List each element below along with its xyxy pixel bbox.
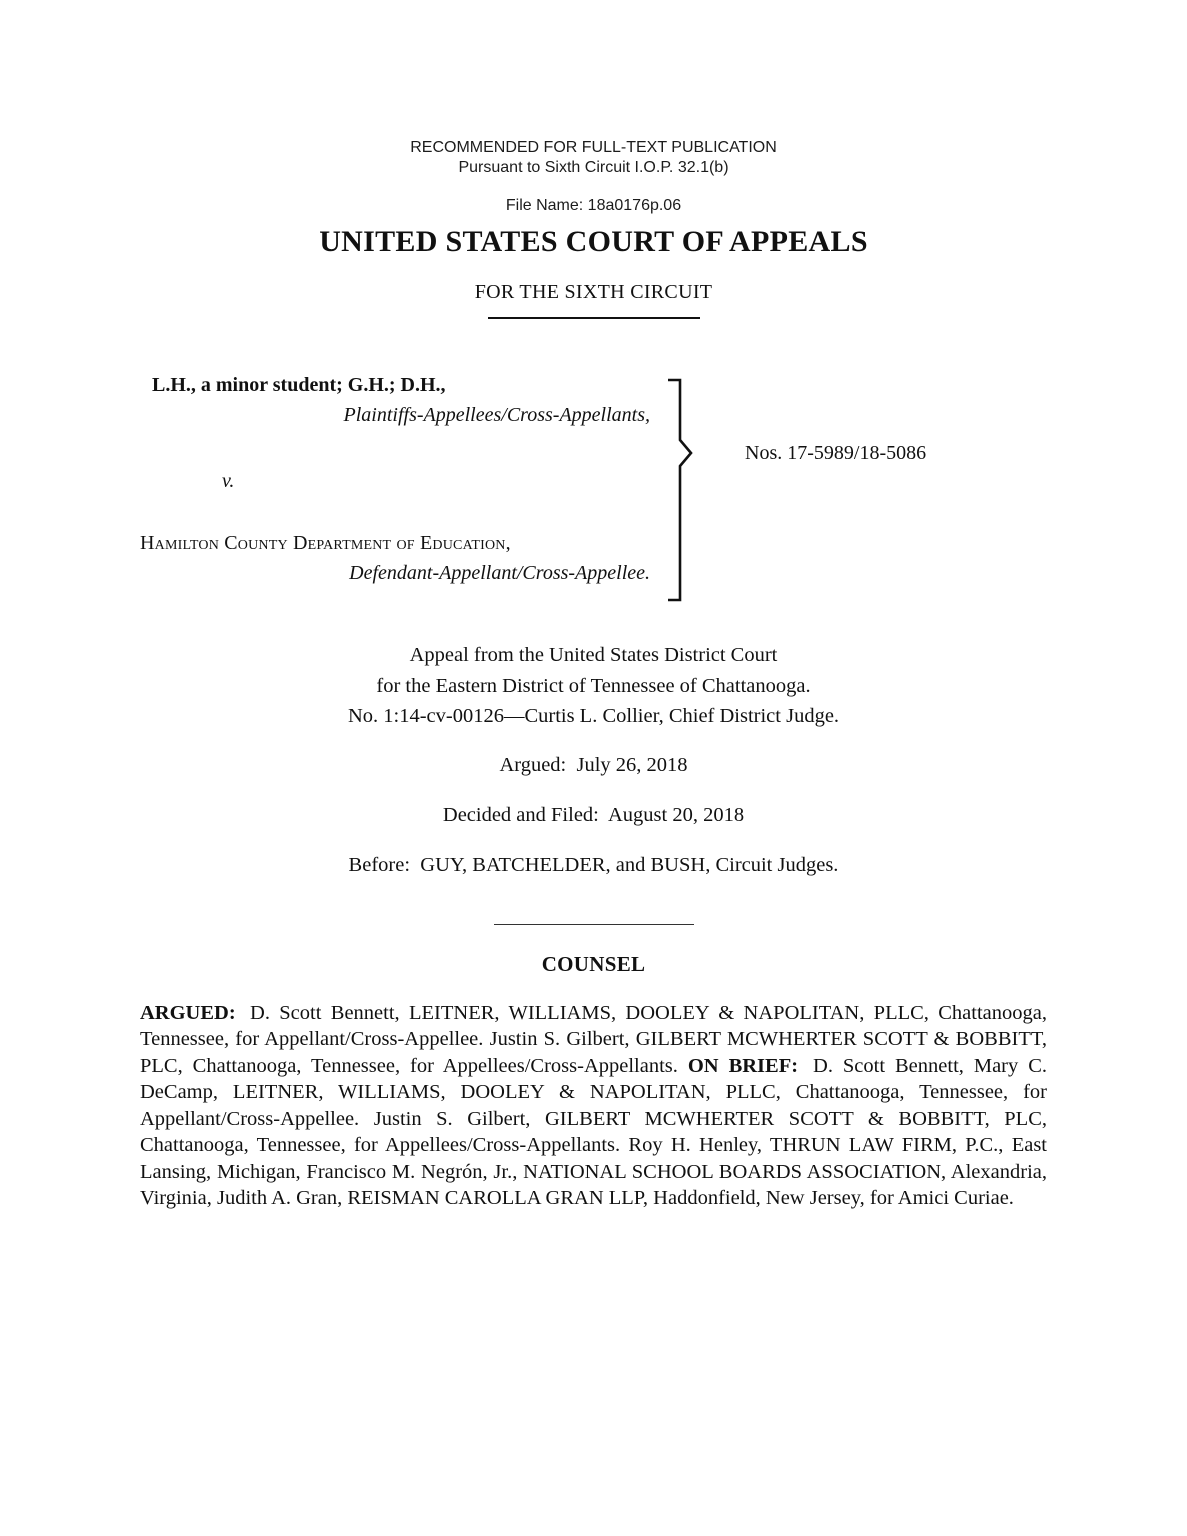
panel-judges: Before: GUY, BATCHELDER, and BUSH, Circuit Judges. (348, 853, 839, 876)
publication-recommendation-line: RECOMMENDED FOR FULL-TEXT PUBLICATION (410, 139, 777, 156)
counsel-heading: COUNSEL (541, 951, 646, 976)
page-content (0, 138, 1187, 1212)
counsel-divider-rule (494, 924, 694, 925)
file-name: File Name: 18a0176p.06 (505, 197, 682, 214)
court-subtitle: FOR THE SIXTH CIRCUIT (474, 281, 713, 303)
on-brief-counsel-text: D. Scott Bennett, Mary C. DeCamp, LEITNER, WILLIAMS, DOOLEY & NAPOLITAN, PLLC, Chattanooga, Tennessee, for Appellant/Cross-Appellee. Justin S. Gilbert, GILBERT MCWHERTER SCOTT & BOBBITT, PLC, Chattanooga, Tennessee, for Appellees/Cross-Appellants. Roy H. Henley, THRUN LAW FIRM, P.C., East Lansing, Michigan, Francisco M. Negrón, Jr., NATIONAL SCHOOL BOARDS ASSOCIATION, Alexandria, Virginia, Judith A. Gran, REISMAN CAROLLA GRAN LLP, Haddonfield, New Jersey, for Amici Curiae. (140, 1054, 1047, 1209)
argued-counsel-text: D. Scott Bennett, LEITNER, WILLIAMS, DOOLEY & NAPOLITAN, PLLC, Chattanooga, Tennessee, for Appellant/Cross-Appellee. Justin S. Gilbert, GILBERT MCWHERTER SCOTT & BOBBITT, PLC, Chattanooga, Tennessee, for Appellees/Cross-Appellants. (140, 1001, 1047, 1077)
publication-pursuant-line: Pursuant to Sixth Circuit I.O.P. 32.1(b) (458, 159, 729, 176)
plaintiffs-role: Plaintiffs-Appellees/Cross-Appellants, (343, 404, 650, 426)
court-title: UNITED STATES COURT OF APPEALS (319, 225, 868, 258)
appeal-origin-line-2: for the Eastern District of Tennessee of Chattanooga. (376, 674, 811, 697)
publication-notice (140, 138, 1047, 178)
case-caption (140, 370, 1047, 612)
caption-bracket-icon (660, 378, 696, 602)
plaintiffs-names: L.H., a minor student; G.H.; D.H., (152, 374, 446, 396)
defendant-role: Defendant-Appellant/Cross-Appellee. (349, 562, 650, 584)
appeal-origin-line-3: No. 1:14-cv-00126—Curtis L. Collier, Chief District Judge. (347, 705, 840, 727)
argued-label: ARGUED: (140, 1001, 236, 1024)
counsel-paragraph (140, 1000, 1047, 1212)
decided-date: Decided and Filed: August 20, 2018 (442, 803, 745, 826)
docket-numbers: Nos. 17-5989/18-5086 (745, 442, 927, 464)
appeal-origin-line-1: Appeal from the United States District Court (409, 644, 778, 666)
versus-label: v. (222, 470, 235, 492)
defendant-name: Hamilton County Department of Education, (140, 532, 511, 554)
party-block (140, 370, 660, 588)
appeal-origin-block (140, 640, 1047, 732)
title-divider-rule (488, 317, 700, 319)
on-brief-label: ON BRIEF: (687, 1054, 799, 1077)
argued-date: Argued: July 26, 2018 (499, 753, 688, 776)
